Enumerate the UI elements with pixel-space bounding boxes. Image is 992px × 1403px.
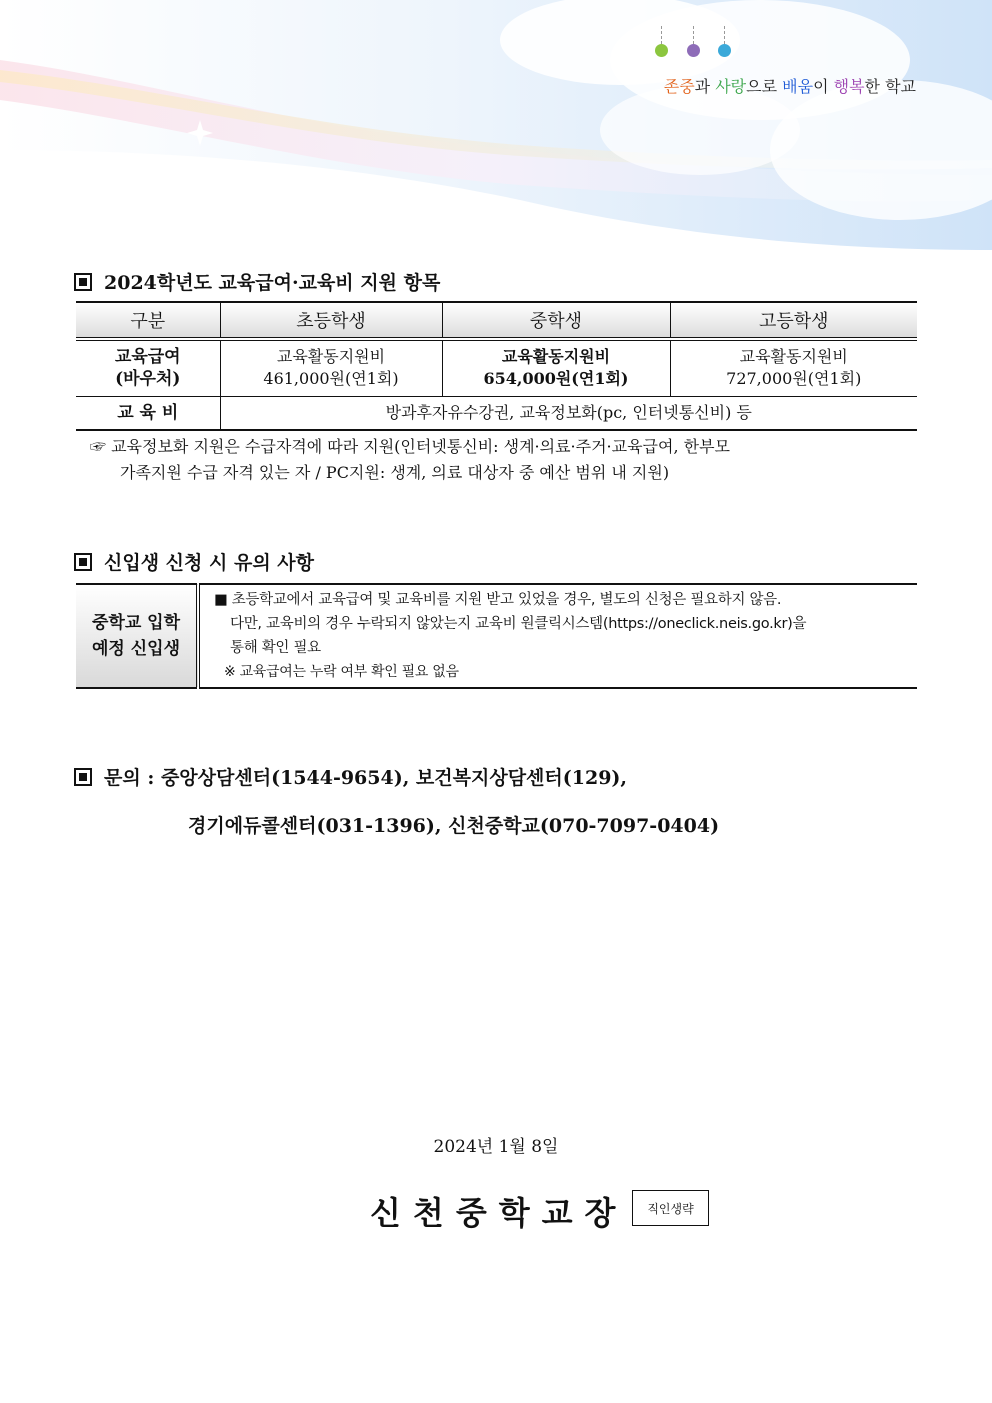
- square-bullet-icon: [74, 273, 92, 291]
- table-row: [76, 584, 917, 688]
- cell-middle-benefit: [442, 340, 670, 396]
- purple-dot-icon: [687, 44, 700, 57]
- contact-line: 문의 : 중앙상담센터(1544-9654), 보건복지상담센터(129),: [104, 767, 628, 789]
- notice-line: ■ 초등학교에서 교육급여 및 교육비를 지원 받고 있었을 경우, 별도의 신청은 필요하지 않음.: [214, 592, 782, 608]
- header-elementary: 초등학생: [220, 302, 442, 337]
- info-note: [90, 434, 910, 486]
- cell-line: 교육활동지원비: [276, 347, 386, 366]
- contact-line: 경기에듀콜센터(031-1396), 신천중학교(070-7097-0404): [188, 815, 720, 837]
- header-background: [0, 0, 992, 260]
- slogan-particle: 이: [813, 77, 834, 96]
- table-row-education-benefit: [76, 340, 917, 396]
- sky-wave-decoration: [0, 0, 992, 260]
- table-header-row: [76, 302, 917, 337]
- dot-string: [693, 26, 694, 44]
- table-row-education-expense: [76, 396, 917, 430]
- slogan-word-happiness: 행복: [833, 77, 865, 96]
- issuer-name: 신천중학교장: [370, 1194, 628, 1232]
- cell-amount: 727,000원(연1회): [726, 369, 862, 388]
- notice-line: 통해 확인 필요: [230, 640, 321, 656]
- cell-line: 교육활동지원비: [501, 347, 611, 366]
- cell-line: 교육활동지원비: [739, 347, 848, 366]
- notice-content: [198, 584, 917, 688]
- cell-amount: 654,000원(연1회): [483, 369, 629, 388]
- slogan-word-learning: 배움: [782, 77, 814, 96]
- document-date: 2024년 1월 8일: [433, 1137, 559, 1157]
- slogan-word-respect: 존중: [663, 77, 695, 96]
- blue-dot-icon: [718, 44, 731, 57]
- row-label-line: (바우처): [115, 369, 181, 389]
- contact-info: [74, 763, 627, 790]
- support-items-table: [76, 301, 917, 431]
- cell-amount: 461,000원(연1회): [263, 369, 399, 388]
- section-title-text: 2024학년도 교육급여·교육비 지원 항목: [104, 272, 441, 294]
- slogan-tail: 한 학교: [864, 77, 916, 96]
- section-title-freshman-notice: [74, 548, 314, 575]
- label-line: 중학교 입학: [91, 613, 181, 633]
- school-slogan: [664, 74, 916, 97]
- notice-subnote: ※ 교육급여는 누락 여부 확인 필요 없음: [224, 664, 459, 680]
- cell-high-benefit: [670, 340, 917, 396]
- header-middle: 중학생: [442, 302, 670, 337]
- decorative-dots: [651, 26, 741, 66]
- note-line: ☞ 교육정보화 지원은 수급자격에 따라 지원(인터넷통신비: 생계·의료·주거·교육급여, 한부모: [90, 437, 730, 456]
- row-label-education-expense: 교 육 비: [76, 396, 220, 430]
- row-label-education-benefit: [76, 340, 220, 396]
- header-category: 구분: [76, 302, 220, 337]
- green-dot-icon: [655, 44, 668, 57]
- cell-elementary-benefit: [220, 340, 442, 396]
- dot-string: [661, 26, 662, 44]
- dot-string: [724, 26, 725, 44]
- square-bullet-icon: [74, 553, 92, 571]
- slogan-particle: 과: [694, 77, 716, 96]
- seal-omitted-box: 직인생략: [632, 1190, 709, 1226]
- notice-line: 다만, 교육비의 경우 누락되지 않았는지 교육비 원클릭시스템(https://oneclick.neis.go.kr)을: [230, 616, 807, 632]
- section-title-support-items: [74, 268, 440, 295]
- square-bullet-icon: [74, 768, 92, 786]
- section-title-text: 신입생 신청 시 유의 사항: [104, 552, 314, 574]
- cell-education-expense-content: 방과후자유수강권, 교육정보화(pc, 인터넷통신비) 등: [220, 396, 917, 430]
- slogan-word-love: 사랑: [715, 77, 747, 96]
- label-line: 예정 신입생: [91, 639, 181, 659]
- label-incoming-students: [76, 584, 198, 688]
- freshman-notice-table: [76, 583, 917, 689]
- slogan-particle: 으로: [746, 77, 783, 96]
- note-line: 가족지원 수급 자격 있는 자 / PC지원: 생계, 의료 대상자 중 예산 범위 내 지원): [120, 463, 670, 482]
- row-label-line: 교육급여: [114, 347, 181, 367]
- header-high: 고등학생: [670, 302, 917, 337]
